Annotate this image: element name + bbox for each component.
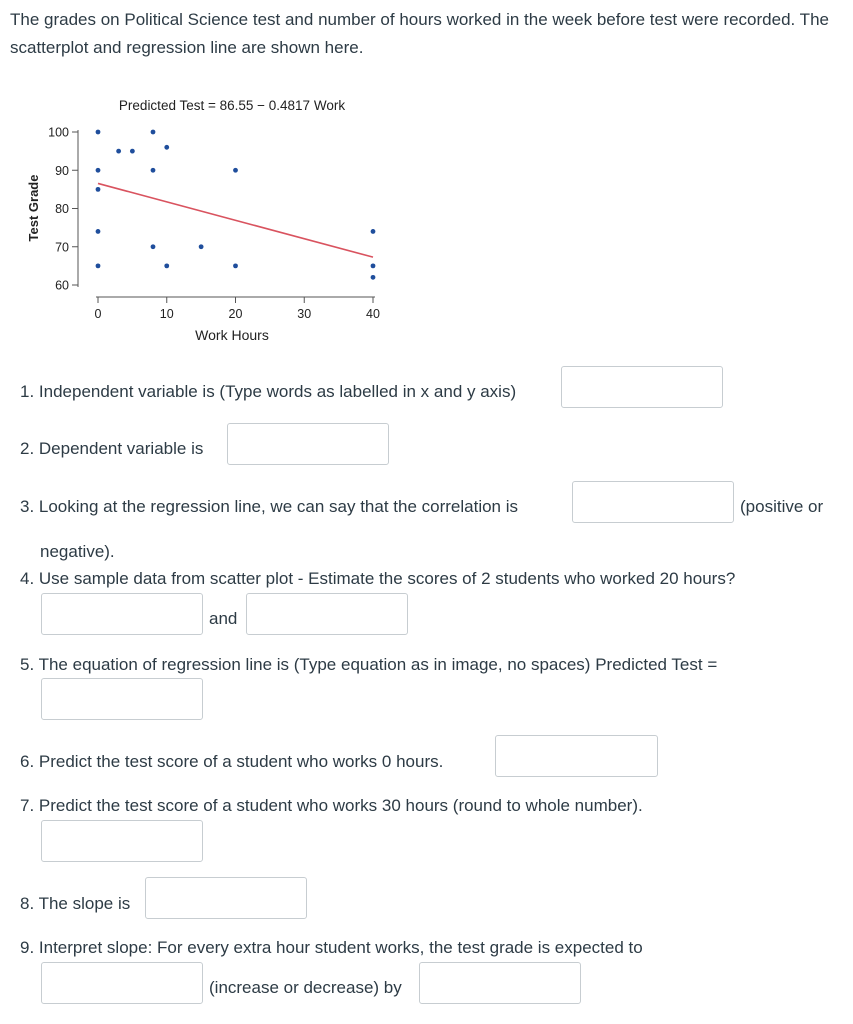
x-tick-label: 0 bbox=[94, 307, 102, 321]
answer-3-input[interactable] bbox=[572, 481, 734, 523]
data-point bbox=[371, 263, 376, 268]
chart-axes bbox=[48, 126, 380, 322]
answer-4b-input[interactable] bbox=[246, 593, 408, 635]
question-7: 7. Predict the test score of a student who works 30 hours (round to whole number). bbox=[20, 796, 643, 815]
question-6: 6. Predict the test score of a student who works 0 hours. bbox=[20, 752, 444, 771]
answer-9b-input[interactable] bbox=[419, 962, 581, 1004]
y-tick-label: 60 bbox=[55, 278, 69, 293]
x-axis-label: Work Hours bbox=[195, 327, 269, 343]
x-tick-label: 30 bbox=[297, 307, 312, 321]
question-8: 8. The slope is bbox=[20, 894, 131, 913]
y-axis-label: Test Grade bbox=[26, 174, 41, 242]
answer-7-input[interactable] bbox=[41, 820, 203, 862]
question-3: 3. Looking at the regression line, we can say that the correlation is bbox=[20, 497, 519, 516]
data-point bbox=[96, 130, 101, 135]
data-point bbox=[116, 149, 121, 154]
y-tick-label: 100 bbox=[48, 125, 69, 140]
question-1: 1. Independent variable is (Type words as labelled in x and y axis) bbox=[20, 382, 517, 401]
data-point bbox=[199, 244, 204, 249]
intro-paragraph: The grades on Political Science test and number of hours worked in the week before test were recorded. The scatterplot and regression line are shown here. bbox=[10, 10, 829, 57]
data-point bbox=[233, 263, 238, 268]
question-2: 2. Dependent variable is bbox=[20, 439, 204, 458]
question-5: 5. The equation of regression line is (Type equation as in image, no spaces) Predicted Test = bbox=[20, 655, 718, 674]
question-4: 4. Use sample data from scatter plot - Estimate the scores of 2 students who worked 20 hours? bbox=[20, 569, 736, 588]
y-tick-label: 70 bbox=[55, 240, 69, 255]
question-3-suffix: (positive or bbox=[740, 497, 824, 516]
answer-9a-input[interactable] bbox=[41, 962, 203, 1004]
data-point bbox=[233, 168, 238, 173]
answer-8-input[interactable] bbox=[145, 877, 307, 919]
regression-line bbox=[98, 183, 373, 257]
data-point bbox=[164, 145, 169, 150]
data-point bbox=[371, 275, 376, 280]
data-point bbox=[164, 263, 169, 268]
question-9-middle: (increase or decrease) by bbox=[209, 978, 402, 997]
chart-marks bbox=[96, 130, 376, 280]
data-point bbox=[96, 187, 101, 192]
data-point bbox=[96, 229, 101, 234]
data-point bbox=[96, 168, 101, 173]
data-point bbox=[96, 263, 101, 268]
x-tick-label: 40 bbox=[366, 307, 380, 321]
y-tick-label: 90 bbox=[55, 163, 69, 178]
answer-1-input[interactable] bbox=[561, 366, 723, 408]
question-9: 9. Interpret slope: For every extra hour student works, the test grade is expected to bbox=[20, 938, 643, 957]
x-tick-label: 20 bbox=[228, 307, 243, 321]
data-point bbox=[130, 149, 135, 154]
data-point bbox=[151, 244, 156, 249]
question-4-and: and bbox=[209, 609, 238, 628]
chart-title: Predicted Test = 86.55 − 0.4817 Work bbox=[118, 98, 346, 113]
data-point bbox=[151, 168, 156, 173]
answer-4a-input[interactable] bbox=[41, 593, 203, 635]
answer-2-input[interactable] bbox=[227, 423, 389, 465]
y-tick-label: 80 bbox=[55, 202, 69, 216]
answer-6-input[interactable] bbox=[495, 735, 658, 777]
data-point bbox=[371, 229, 376, 234]
data-point bbox=[151, 130, 156, 135]
x-tick-label: 10 bbox=[159, 307, 174, 321]
question-3-continuation: negative). bbox=[40, 542, 115, 561]
answer-5-input[interactable] bbox=[41, 678, 203, 720]
